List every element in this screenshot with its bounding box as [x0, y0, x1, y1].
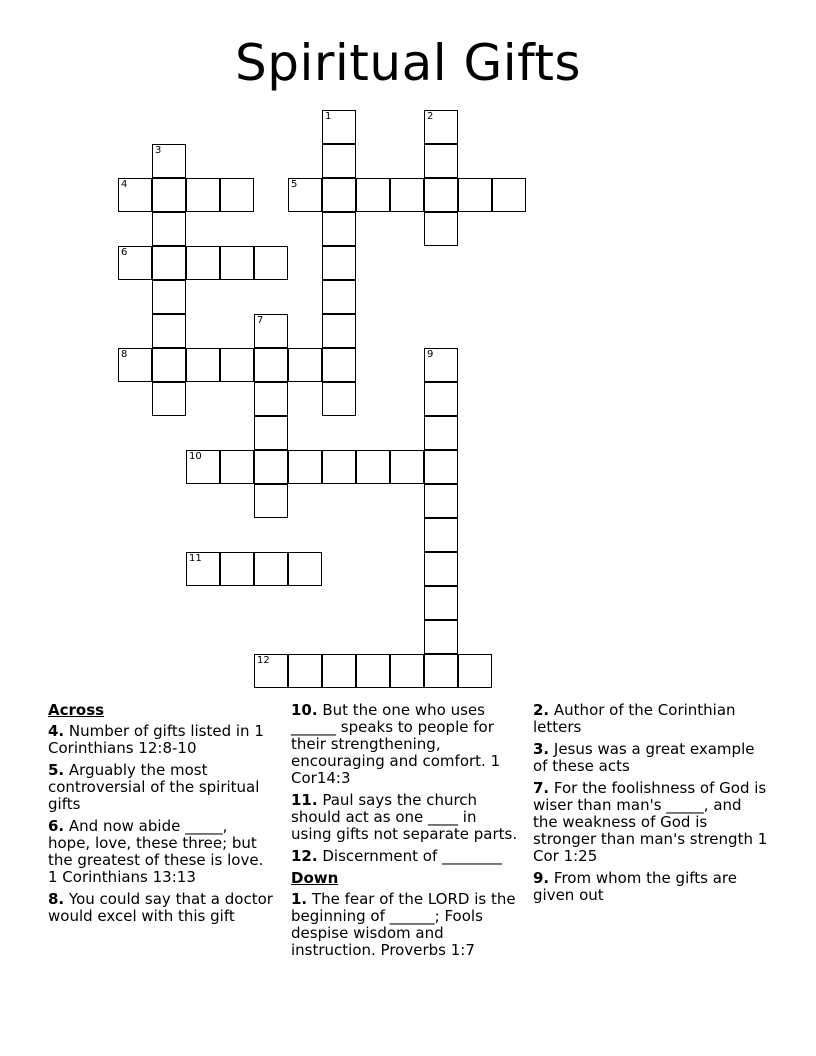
- clue-number: 6.: [48, 817, 65, 835]
- clue-down-7: [533, 780, 769, 865]
- grid-cell[interactable]: [424, 348, 458, 382]
- cell-number: 10: [189, 451, 202, 462]
- clue-text: Paul says the church should act as one ____ in using gifts not separate parts.: [291, 791, 518, 843]
- grid-cell[interactable]: [356, 178, 390, 212]
- grid-cell[interactable]: [186, 178, 220, 212]
- grid-cell[interactable]: [322, 314, 356, 348]
- clue-number: 12.: [291, 847, 318, 865]
- grid-cell[interactable]: [118, 178, 152, 212]
- grid-cell[interactable]: [220, 246, 254, 280]
- grid-cell[interactable]: [424, 552, 458, 586]
- grid-cell[interactable]: [152, 382, 186, 416]
- grid-cell[interactable]: [288, 552, 322, 586]
- grid-cell[interactable]: [322, 212, 356, 246]
- grid-cell[interactable]: [424, 212, 458, 246]
- clue-text: From whom the gifts are given out: [533, 869, 737, 904]
- clue-number: 3.: [533, 740, 550, 758]
- grid-cell[interactable]: [424, 518, 458, 552]
- clue-text: Arguably the most controversial of the spiritual gifts: [48, 761, 260, 813]
- clue-number: 8.: [48, 890, 65, 908]
- grid-cell[interactable]: [288, 450, 322, 484]
- clue-down-1: [291, 891, 521, 959]
- cell-number: 8: [121, 349, 128, 360]
- grid-cell[interactable]: [118, 348, 152, 382]
- down-heading: Down: [291, 869, 339, 887]
- grid-cell[interactable]: [322, 110, 356, 144]
- cell-number: 5: [291, 179, 298, 190]
- grid-cell[interactable]: [424, 144, 458, 178]
- grid-cell[interactable]: [186, 450, 220, 484]
- clue-number: 4.: [48, 722, 65, 740]
- grid-cell[interactable]: [322, 654, 356, 688]
- grid-cell[interactable]: [390, 450, 424, 484]
- grid-cell[interactable]: [288, 348, 322, 382]
- cell-number: 11: [189, 553, 202, 564]
- clue-across-12: [291, 848, 521, 865]
- grid-cell[interactable]: [322, 246, 356, 280]
- clues-column-3: [533, 702, 769, 909]
- grid-cell[interactable]: [424, 110, 458, 144]
- clue-text: The fear of the LORD is the beginning of ______; Fools despise wisdom and instruction. Proverbs 1:7: [291, 890, 516, 959]
- clue-number: 2.: [533, 701, 550, 719]
- grid-cell[interactable]: [152, 348, 186, 382]
- grid-cell[interactable]: [254, 654, 288, 688]
- clue-number: 1.: [291, 890, 308, 908]
- clue-across-5: [48, 762, 274, 813]
- grid-cell[interactable]: [424, 484, 458, 518]
- grid-cell[interactable]: [424, 450, 458, 484]
- cell-number: 2: [427, 111, 434, 122]
- cell-number: 6: [121, 247, 128, 258]
- clue-down-3: [533, 741, 769, 775]
- grid-cell[interactable]: [254, 246, 288, 280]
- grid-cell[interactable]: [186, 552, 220, 586]
- clue-across-8: [48, 891, 274, 925]
- clue-number: 7.: [533, 779, 550, 797]
- grid-cell[interactable]: [152, 144, 186, 178]
- cell-number: 7: [257, 315, 264, 326]
- grid-cell[interactable]: [458, 654, 492, 688]
- grid-cell[interactable]: [186, 246, 220, 280]
- grid-cell[interactable]: [152, 314, 186, 348]
- clue-text: And now abide _____, hope, love, these three; but the greatest of these is love. 1 Corinthians 13:13: [48, 817, 264, 886]
- grid-cell[interactable]: [322, 382, 356, 416]
- grid-cell[interactable]: [254, 348, 288, 382]
- clue-text: Number of gifts listed in 1 Corinthians 12:8-10: [48, 722, 264, 757]
- cell-number: 1: [325, 111, 332, 122]
- grid-cell[interactable]: [424, 178, 458, 212]
- clue-number: 5.: [48, 761, 65, 779]
- grid-cell[interactable]: [186, 348, 220, 382]
- grid-cell[interactable]: [220, 450, 254, 484]
- grid-cell[interactable]: [288, 178, 322, 212]
- grid-cell[interactable]: [254, 416, 288, 450]
- grid-cell[interactable]: [356, 654, 390, 688]
- grid-cell[interactable]: [288, 654, 322, 688]
- cell-number: 12: [257, 655, 270, 666]
- clue-text: Discernment of ________: [317, 847, 502, 865]
- grid-cell[interactable]: [254, 450, 288, 484]
- clue-number: 9.: [533, 869, 550, 887]
- clue-text: But the one who uses ______ speaks to people for their strengthening, encouraging and comfort. 1 Cor14:3: [291, 701, 501, 787]
- cell-number: 3: [155, 145, 162, 156]
- clue-text: Author of the Corinthian letters: [533, 701, 736, 736]
- grid-cell[interactable]: [322, 280, 356, 314]
- clue-text: For the foolishness of God is wiser than man's _____, and the weakness of God is stronger than man's strength 1 Cor 1:25: [533, 779, 768, 865]
- grid-cell[interactable]: [322, 450, 356, 484]
- grid-cell[interactable]: [390, 178, 424, 212]
- grid-cell[interactable]: [254, 552, 288, 586]
- grid-cell[interactable]: [152, 212, 186, 246]
- grid-cell[interactable]: [424, 586, 458, 620]
- grid-cell[interactable]: [152, 246, 186, 280]
- cell-number: 9: [427, 349, 434, 360]
- clue-number: 11.: [291, 791, 318, 809]
- grid-cell[interactable]: [220, 348, 254, 382]
- grid-cell[interactable]: [322, 144, 356, 178]
- clue-down-2: [533, 702, 769, 736]
- grid-cell[interactable]: [458, 178, 492, 212]
- grid-cell[interactable]: [254, 382, 288, 416]
- grid-cell[interactable]: [356, 450, 390, 484]
- grid-cell[interactable]: [424, 654, 458, 688]
- clue-number: 10.: [291, 701, 318, 719]
- clue-text: Jesus was a great example of these acts: [533, 740, 755, 775]
- grid-cell[interactable]: [152, 280, 186, 314]
- clue-across-6: [48, 818, 274, 886]
- grid-cell[interactable]: [390, 654, 424, 688]
- clues-column-2: [291, 702, 521, 964]
- clue-text: You could say that a doctor would excel with this gift: [48, 890, 273, 925]
- puzzle-title: Spiritual Gifts: [234, 34, 582, 92]
- grid-cell[interactable]: [322, 178, 356, 212]
- grid-cell[interactable]: [220, 178, 254, 212]
- grid-cell[interactable]: [322, 348, 356, 382]
- clue-down-9: [533, 870, 769, 904]
- across-heading: Across: [48, 701, 105, 719]
- grid-cell[interactable]: [254, 314, 288, 348]
- grid-cell[interactable]: [492, 178, 526, 212]
- clue-across-11: [291, 792, 521, 843]
- clue-across-10: [291, 702, 521, 787]
- grid-cell[interactable]: [424, 416, 458, 450]
- grid-cell[interactable]: [152, 178, 186, 212]
- cell-number: 4: [121, 179, 128, 190]
- grid-cell[interactable]: [254, 484, 288, 518]
- grid-cell[interactable]: [424, 382, 458, 416]
- grid-cell[interactable]: [220, 552, 254, 586]
- clues-column-1: [48, 702, 274, 930]
- grid-cell[interactable]: [118, 246, 152, 280]
- grid-cell[interactable]: [424, 620, 458, 654]
- clue-across-4: [48, 723, 274, 757]
